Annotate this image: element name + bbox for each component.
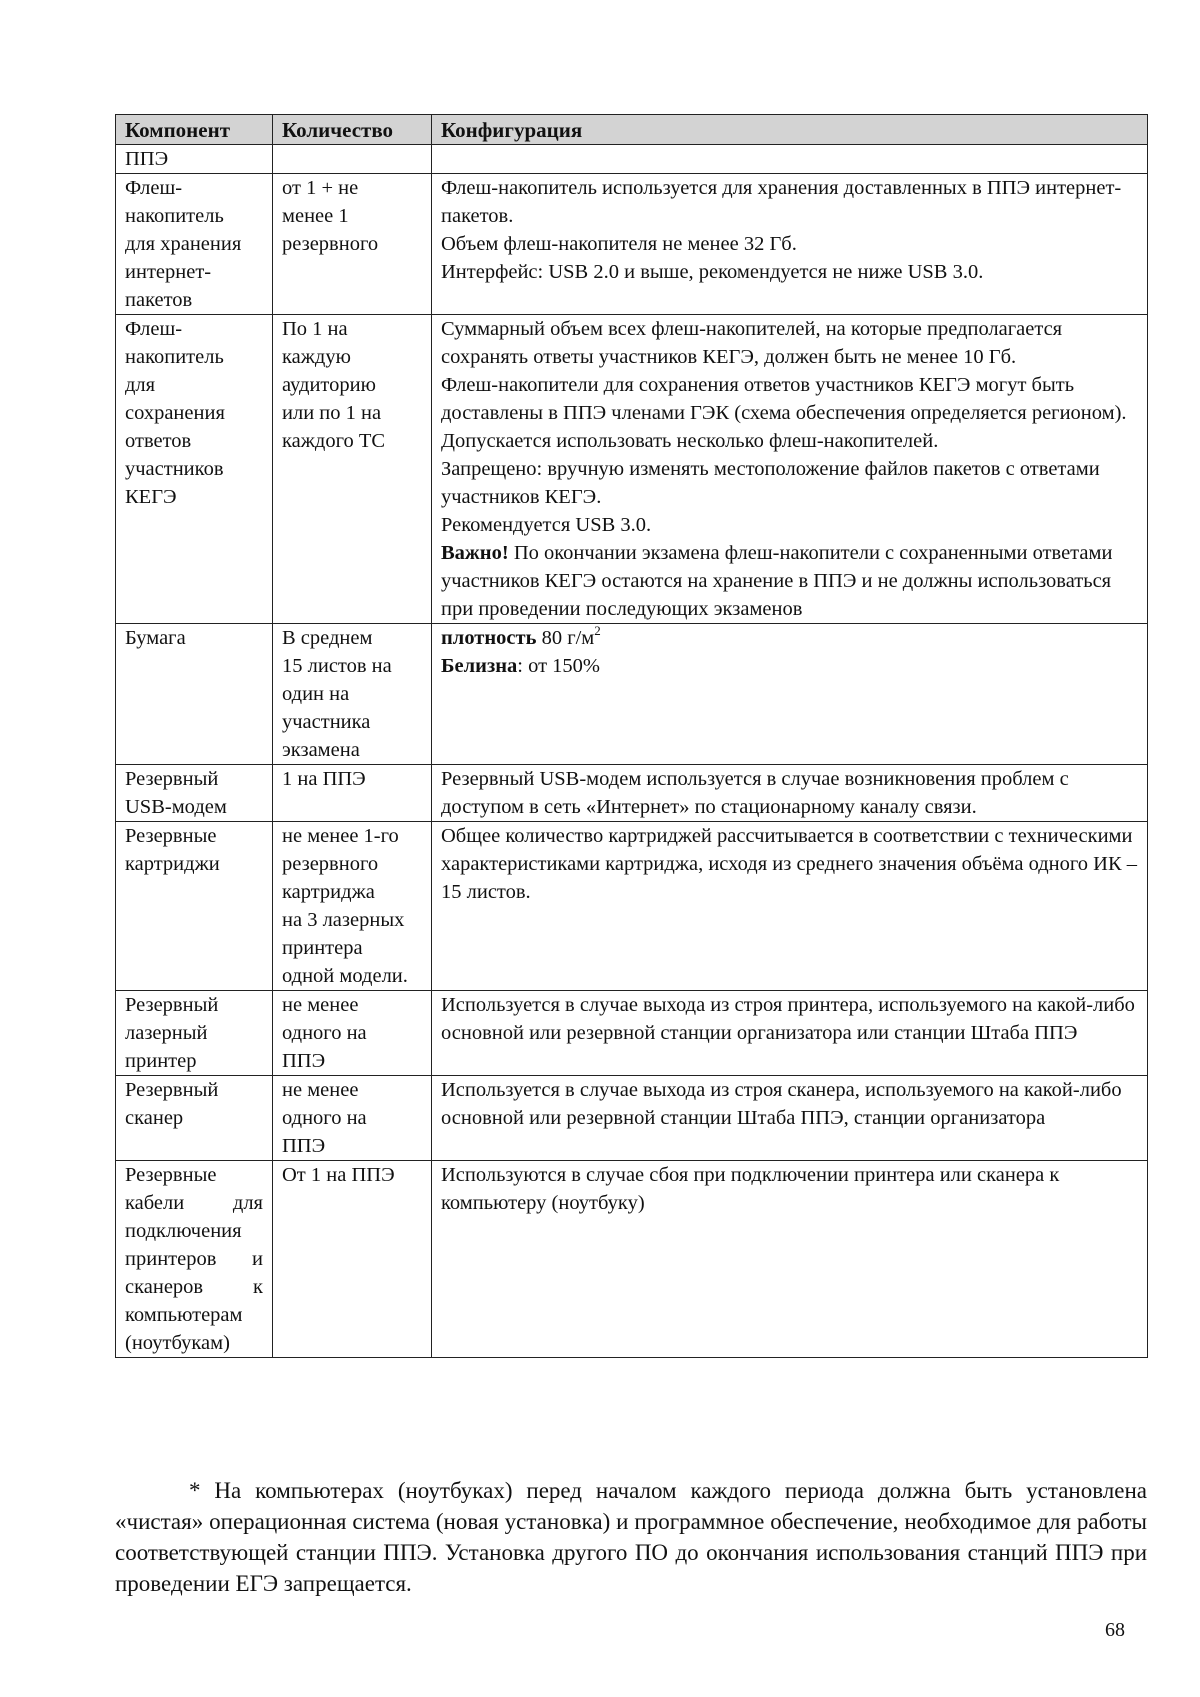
- density-exponent: 2: [594, 623, 601, 638]
- important-note: [441, 539, 1138, 623]
- table-row: [116, 765, 1148, 822]
- component-cell: [116, 765, 273, 822]
- footnote-text: * На компьютерах (ноутбуках) перед началом каждого периода должна быть установлена «чистая» операционная система (новая установка) и программное обеспечение, необходимое для работы соответствующей станции ППЭ. Установка другого ПО до окончания использования станций ППЭ при проведении ЕГЭ запрещается.: [115, 1478, 1147, 1596]
- component-cell: [116, 174, 273, 315]
- quantity-line: или по 1 на: [282, 402, 382, 424]
- component-line: КЕГЭ: [125, 486, 177, 508]
- table-row: [116, 624, 1148, 765]
- table-row: [116, 315, 1148, 624]
- component-line: картриджи: [125, 853, 220, 875]
- component-line: ответов: [125, 430, 192, 452]
- table-row: [116, 822, 1148, 991]
- configuration-cell: [432, 145, 1148, 174]
- quantity-line: резервного: [282, 853, 379, 875]
- configuration-cell: [432, 822, 1148, 991]
- density-label: плотность: [441, 627, 537, 649]
- component-line: интернет-: [125, 261, 212, 283]
- quantity-line: не менее: [282, 1079, 359, 1101]
- component-line: (ноутбукам): [125, 1332, 230, 1354]
- config-paragraph: Используется в случае выхода из строя принтера, используемого на какой-либо основной или резервной станции организатора или станции Штаба ППЭ: [441, 994, 1135, 1044]
- component-line: Бумага: [125, 627, 186, 649]
- quantity-cell: [273, 315, 432, 624]
- configuration-cell: [432, 1076, 1148, 1161]
- configuration-cell: [432, 765, 1148, 822]
- table-row: [116, 174, 1148, 315]
- quantity-line: 15 листов на: [282, 655, 392, 677]
- quantity-line: участника: [282, 711, 371, 733]
- component-line: Резервный: [125, 1079, 219, 1101]
- config-paragraph: Общее количество картриджей рассчитывается в соответствии с техническими характеристиками картриджа, исходя из среднего значения объёма одного ИК – 15 листов.: [441, 825, 1138, 903]
- quantity-line: не менее 1-го: [282, 825, 399, 847]
- quantity-line: резервного: [282, 233, 379, 255]
- component-line: пакетов: [125, 289, 193, 311]
- config-paragraph: Суммарный объем всех флеш-накопителей, на которые предполагается сохранять ответы участников КЕГЭ, должен быть не менее 10 Гб.: [441, 318, 1063, 368]
- quantity-line: на 3 лазерных: [282, 909, 405, 931]
- component-line: кабели для: [125, 1192, 263, 1214]
- component-line: Резервные: [125, 1164, 217, 1186]
- component-line: ППЭ: [125, 148, 169, 170]
- config-paragraph: Используются в случае сбоя при подключении принтера или сканера к компьютеру (ноутбуку): [441, 1164, 1060, 1214]
- density-value: 80 г/м: [536, 627, 595, 649]
- component-line: компьютерам: [125, 1304, 243, 1326]
- table-row: [116, 145, 1148, 174]
- whiteness-label: Белизна: [441, 655, 518, 677]
- config-paragraph: Объем флеш-накопителя не менее 32 Гб.: [441, 233, 797, 255]
- paper-density: [441, 624, 1138, 652]
- component-cell: [116, 822, 273, 991]
- component-line: Резервные: [125, 825, 217, 847]
- table-row: [116, 1161, 1148, 1358]
- important-text: По окончании экзамена флеш-накопители с сохраненными ответами участников КЕГЭ остаются на хранение в ППЭ и не должны использоваться при проведении последующих экзаменов: [441, 542, 1113, 620]
- config-paragraph: Используется в случае выхода из строя сканера, используемого на какой-либо основной или резервной станции Штаба ППЭ, станции организатора: [441, 1079, 1122, 1129]
- component-cell: [116, 1161, 273, 1358]
- quantity-line: картриджа: [282, 881, 375, 903]
- component-cell: [116, 315, 273, 624]
- component-line: сохранения: [125, 402, 225, 424]
- quantity-line: одного на: [282, 1022, 367, 1044]
- configuration-cell: [432, 315, 1148, 624]
- footnote: [115, 1475, 1147, 1599]
- component-line: подключения: [125, 1220, 242, 1242]
- quantity-line: один на: [282, 683, 350, 705]
- component-line: сканер: [125, 1107, 184, 1129]
- quantity-line: от 1 + не: [282, 177, 359, 199]
- quantity-cell: [273, 1161, 432, 1358]
- quantity-line: каждого ТС: [282, 430, 386, 452]
- component-cell: [116, 1076, 273, 1161]
- configuration-cell: [432, 991, 1148, 1076]
- quantity-cell: [273, 765, 432, 822]
- quantity-cell: [273, 624, 432, 765]
- config-paragraph: Флеш-накопители для сохранения ответов участников КЕГЭ могут быть доставлены в ППЭ членами ГЭК (схема обеспечения определяется регионом).: [441, 374, 1127, 424]
- component-line: Резервный: [125, 994, 219, 1016]
- config-paragraph: Флеш-накопитель используется для хранения доставленных в ППЭ интернет-пакетов.: [441, 177, 1122, 227]
- paper-whiteness: [441, 652, 1138, 680]
- component-line: сканеров к: [125, 1276, 263, 1298]
- quantity-line: каждую: [282, 346, 351, 368]
- config-paragraph: Резервный USB-модем используется в случае возникновения проблем с доступом в сеть «Интернет» по стационарному каналу связи.: [441, 768, 1069, 818]
- configuration-cell: [432, 624, 1148, 765]
- quantity-line: аудиторию: [282, 374, 376, 396]
- config-paragraph: Запрещено: вручную изменять местоположение файлов пакетов с ответами участников КЕГЭ.: [441, 458, 1100, 508]
- component-line: USB-модем: [125, 796, 227, 818]
- component-line: принтеров и: [125, 1248, 263, 1270]
- configuration-cell: [432, 174, 1148, 315]
- component-cell: [116, 991, 273, 1076]
- quantity-line: ППЭ: [282, 1135, 326, 1157]
- header-component: Компонент: [116, 115, 273, 145]
- quantity-line: В среднем: [282, 627, 373, 649]
- quantity-line: экзамена: [282, 739, 360, 761]
- component-line: лазерный: [125, 1022, 208, 1044]
- quantity-line: одного на: [282, 1107, 367, 1129]
- quantity-line: принтера: [282, 937, 363, 959]
- page-number: 68: [1105, 1619, 1125, 1641]
- quantity-line: одной модели.: [282, 965, 408, 987]
- config-paragraph: Интерфейс: USB 2.0 и выше, рекомендуется не ниже USB 3.0.: [441, 261, 984, 283]
- component-cell: [116, 145, 273, 174]
- quantity-cell: [273, 1076, 432, 1161]
- equipment-table: [115, 114, 1148, 1358]
- config-paragraph: Допускается использовать несколько флеш-накопителей.: [441, 430, 939, 452]
- table-row: [116, 1076, 1148, 1161]
- table-row: [116, 991, 1148, 1076]
- component-line: накопитель: [125, 346, 224, 368]
- component-line: Резервный: [125, 768, 219, 790]
- quantity-line: По 1 на: [282, 318, 348, 340]
- quantity-line: ППЭ: [282, 1050, 326, 1072]
- component-line: Флеш-: [125, 177, 183, 199]
- quantity-line: От 1 на ППЭ: [282, 1164, 395, 1186]
- component-line: для хранения: [125, 233, 242, 255]
- whiteness-value: : от 150%: [517, 655, 600, 677]
- config-paragraph: Рекомендуется USB 3.0.: [441, 514, 652, 536]
- component-cell: [116, 624, 273, 765]
- quantity-line: не менее: [282, 994, 359, 1016]
- component-line: участников: [125, 458, 224, 480]
- component-line: для: [125, 374, 156, 396]
- quantity-line: 1 на ППЭ: [282, 768, 366, 790]
- configuration-cell: [432, 1161, 1148, 1358]
- component-line: принтер: [125, 1050, 197, 1072]
- quantity-cell: [273, 174, 432, 315]
- quantity-cell: [273, 991, 432, 1076]
- quantity-cell: [273, 822, 432, 991]
- important-label: Важно!: [441, 542, 509, 564]
- table-header-row: [116, 115, 1148, 145]
- quantity-cell: [273, 145, 432, 174]
- quantity-line: менее 1: [282, 205, 349, 227]
- component-line: накопитель: [125, 205, 224, 227]
- header-configuration: Конфигурация: [432, 115, 1148, 145]
- component-line: Флеш-: [125, 318, 183, 340]
- header-quantity: Количество: [273, 115, 432, 145]
